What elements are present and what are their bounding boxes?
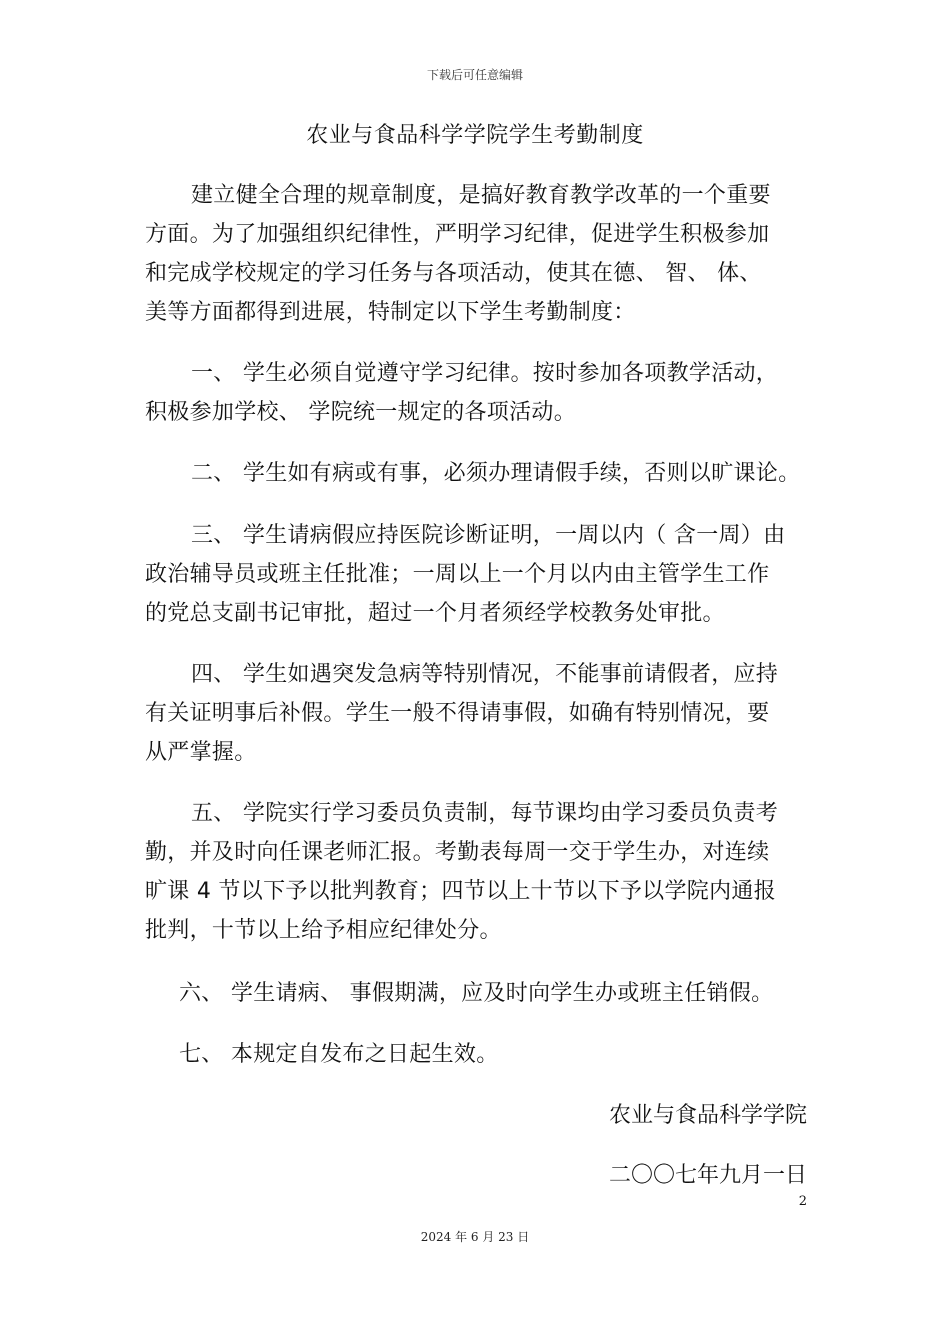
document-title: 农业与食品科学学院学生考勤制度 (306, 123, 644, 148)
rule-1 (145, 354, 825, 432)
rule-line: 四、 学生如遇突发急病等特别情况，不能事前请假者，应持 (191, 662, 779, 687)
page-header: 下载后可任意编辑 (426, 68, 523, 82)
intro-line: 美等方面都得到进展，特制定以下学生考勤制度： (145, 300, 636, 325)
page-number: 2 (798, 1194, 807, 1209)
signature-date: 二〇〇七年九月一日 (608, 1163, 807, 1188)
signature-organization: 农业与食品科学学院 (608, 1103, 807, 1128)
rule-line: 七、 本规定自发布之日起生效。 (179, 1042, 499, 1067)
rule-7 (145, 1035, 825, 1074)
rule-line: 的党总支副书记审批，超过一个月者须经学校教务处审批。 (145, 601, 725, 626)
rule-line: 政治辅导员或班主任批准；一周以上一个月以内由主管学生工作 (145, 562, 770, 587)
rule-line: 六、 学生请病、 事假期满，应及时向学生办或班主任销假。 (179, 981, 774, 1006)
intro-paragraph (145, 176, 825, 332)
rule-4 (145, 655, 825, 772)
rule-line: 勤，并及时向任课老师汇报。考勤表每周一交于学生办，对连续 (145, 840, 770, 865)
page-footer-date: 2024 年 6 月 23 日 (420, 1230, 530, 1244)
rule-line: 三、 学生请病假应持医院诊断证明，一周以内（ 含一周）由 (191, 523, 786, 548)
rule-line: 五、 学院实行学习委员负责制，每节课均由学习委员负责考 (191, 801, 779, 826)
rule-line: 旷课 4 节以下予以批判教育；四节以上十节以下予以学院内通报 (145, 879, 776, 904)
rule-6 (145, 974, 825, 1013)
rule-line: 有关证明事后补假。学生一般不得请事假，如确有特别情况，要 (145, 701, 770, 726)
rule-line: 积极参加学校、 学院统一规定的各项活动。 (145, 400, 576, 425)
rule-3 (145, 516, 825, 633)
intro-line: 方面。为了加强组织纪律性，严明学习纪律，促进学生积极参加 (145, 222, 770, 247)
rule-line: 从严掌握。 (145, 740, 257, 765)
rule-5 (145, 794, 825, 950)
rule-2 (145, 454, 825, 493)
rule-line: 二、 学生如有病或有事，必须办理请假手续，否则以旷课论。 (191, 461, 801, 486)
rule-line: 批判，十节以上给予相应纪律处分。 (145, 918, 502, 943)
rule-line: 一、 学生必须自觉遵守学习纪律。按时参加各项教学活动， (191, 361, 779, 386)
intro-line: 建立健全合理的规章制度，是搞好教育教学改革的一个重要 (191, 183, 771, 208)
intro-line: 和完成学校规定的学习任务与各项活动，使其在德、 智、 体、 (145, 261, 762, 286)
